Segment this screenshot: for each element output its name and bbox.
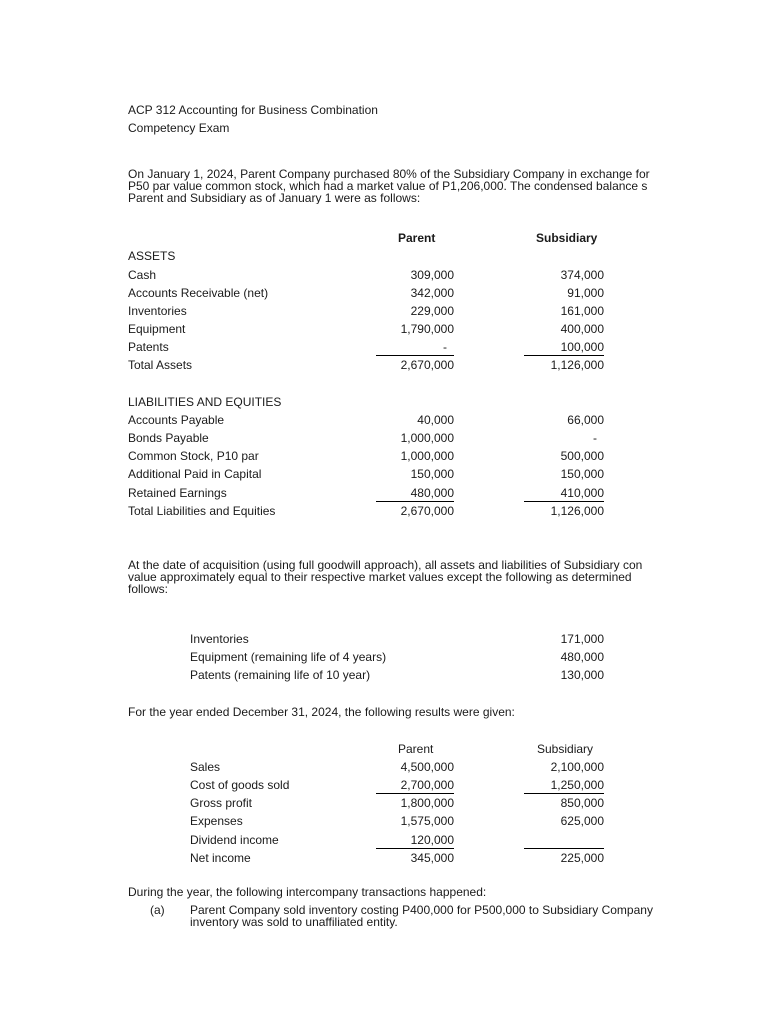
liability-parent-value: 1,000,000 bbox=[400, 431, 454, 445]
fair-value-paragraph bbox=[128, 559, 768, 595]
exam-title: Competency Exam bbox=[128, 121, 230, 135]
liability-label: Bonds Payable bbox=[128, 431, 209, 445]
results-parent-value: 1,575,000 bbox=[400, 814, 454, 828]
total-assets-parent: 2,670,000 bbox=[400, 358, 454, 372]
asset-label: Inventories bbox=[128, 304, 187, 318]
results-parent-value: 4,500,000 bbox=[400, 760, 454, 774]
fair-value-amount: 130,000 bbox=[560, 668, 604, 682]
asset-subsidiary-value: 100,000 bbox=[524, 340, 604, 356]
fair-value-line: value approximately equal to their respective market values except the following as determined bbox=[128, 570, 632, 584]
liability-subsidiary-value: 66,000 bbox=[567, 413, 604, 427]
total-assets-subsidiary: 1,126,000 bbox=[550, 358, 604, 372]
total-liabilities-parent: 2,670,000 bbox=[400, 504, 454, 518]
asset-label: Patents bbox=[128, 340, 169, 354]
results-label: Cost of goods sold bbox=[190, 778, 290, 792]
net-income-subsidiary: 225,000 bbox=[560, 851, 604, 865]
asset-parent-value: 1,790,000 bbox=[400, 322, 454, 336]
intro-paragraph bbox=[128, 168, 768, 204]
asset-subsidiary-value: 400,000 bbox=[560, 322, 604, 336]
results-col-subsidiary: Subsidiary bbox=[537, 742, 594, 756]
results-subsidiary-value: 850,000 bbox=[560, 796, 604, 810]
results-intro: For the year ended December 31, 2024, the following results were given: bbox=[128, 705, 515, 719]
fair-value-line: follows: bbox=[128, 582, 169, 595]
balance-col-subsidiary: Subsidiary bbox=[536, 231, 598, 245]
results-label: Dividend income bbox=[190, 833, 279, 847]
fair-value-line: At the date of acquisition (using full goodwill approach), all assets and liabilities of Subsidiary con bbox=[128, 559, 643, 572]
total-liabilities-subsidiary: 1,126,000 bbox=[550, 504, 604, 518]
asset-label: Accounts Receivable (net) bbox=[128, 286, 269, 300]
liability-subsidiary-value: - bbox=[593, 431, 597, 445]
liability-label: Accounts Payable bbox=[128, 413, 225, 427]
fair-value-amount: 171,000 bbox=[560, 632, 604, 646]
transaction-a-marker: (a) bbox=[150, 903, 165, 917]
results-subsidiary-value bbox=[524, 833, 604, 849]
fair-value-label: Patents (remaining life of 10 year) bbox=[190, 668, 371, 682]
transaction-a-line: inventory was sold to unaffiliated entity. bbox=[190, 915, 398, 929]
results-subsidiary-value: 2,100,000 bbox=[550, 760, 604, 774]
asset-parent-value: 342,000 bbox=[410, 286, 454, 300]
asset-parent-value: 309,000 bbox=[410, 268, 454, 282]
liability-subsidiary-value: 150,000 bbox=[560, 467, 604, 481]
intro-line: On January 1, 2024, Parent Company purchased 80% of the Subsidiary Company in exchange for bbox=[128, 168, 650, 181]
fair-value-label: Equipment (remaining life of 4 years) bbox=[190, 650, 387, 664]
results-parent-value: 2,700,000 bbox=[376, 778, 454, 794]
intro-line: P50 par value common stock, which had a market value of P1,206,000. The condensed balance s bbox=[128, 179, 648, 193]
liabilities-heading: LIABILITIES AND EQUITIES bbox=[128, 395, 282, 409]
results-parent-value: 120,000 bbox=[376, 833, 454, 849]
liability-label: Additional Paid in Capital bbox=[128, 467, 262, 481]
liability-label: Retained Earnings bbox=[128, 486, 227, 500]
results-label: Sales bbox=[190, 760, 221, 774]
total-assets-label: Total Assets bbox=[128, 358, 193, 372]
transaction-a-line: Parent Company sold inventory costing P400,000 for P500,000 to Subsidiary Company bbox=[190, 903, 653, 917]
balance-col-parent: Parent bbox=[398, 231, 436, 245]
asset-subsidiary-value: 374,000 bbox=[560, 268, 604, 282]
liability-subsidiary-value: 500,000 bbox=[560, 449, 604, 463]
liability-parent-value: 480,000 bbox=[376, 486, 454, 502]
results-subsidiary-value: 1,250,000 bbox=[524, 778, 604, 794]
asset-label: Cash bbox=[128, 268, 157, 282]
results-col-parent: Parent bbox=[398, 742, 434, 756]
fair-value-label: Inventories bbox=[190, 632, 249, 646]
liability-parent-value: 40,000 bbox=[417, 413, 454, 427]
results-label: Expenses bbox=[190, 814, 243, 828]
assets-heading: ASSETS bbox=[128, 249, 176, 263]
liability-parent-value: 1,000,000 bbox=[400, 449, 454, 463]
net-income-parent: 345,000 bbox=[410, 851, 454, 865]
total-liabilities-label: Total Liabilities and Equities bbox=[128, 504, 276, 518]
results-subsidiary-value: 625,000 bbox=[560, 814, 604, 828]
liability-parent-value: 150,000 bbox=[410, 467, 454, 481]
asset-parent-value: 229,000 bbox=[410, 304, 454, 318]
liability-label: Common Stock, P10 par bbox=[128, 449, 259, 463]
transactions-intro: During the year, the following intercompany transactions happened: bbox=[128, 885, 487, 899]
intro-line: Parent and Subsidiary as of January 1 were as follows: bbox=[128, 191, 421, 204]
fair-value-amount: 480,000 bbox=[560, 650, 604, 664]
asset-subsidiary-value: 91,000 bbox=[567, 286, 604, 300]
asset-subsidiary-value: 161,000 bbox=[560, 304, 604, 318]
liability-subsidiary-value: 410,000 bbox=[524, 486, 604, 502]
results-parent-value: 1,800,000 bbox=[400, 796, 454, 810]
asset-label: Equipment bbox=[128, 322, 186, 336]
course-title: ACP 312 Accounting for Business Combination bbox=[128, 103, 378, 117]
asset-parent-value: - bbox=[376, 340, 454, 356]
results-label: Gross profit bbox=[190, 796, 253, 810]
net-income-label: Net income bbox=[190, 851, 251, 865]
